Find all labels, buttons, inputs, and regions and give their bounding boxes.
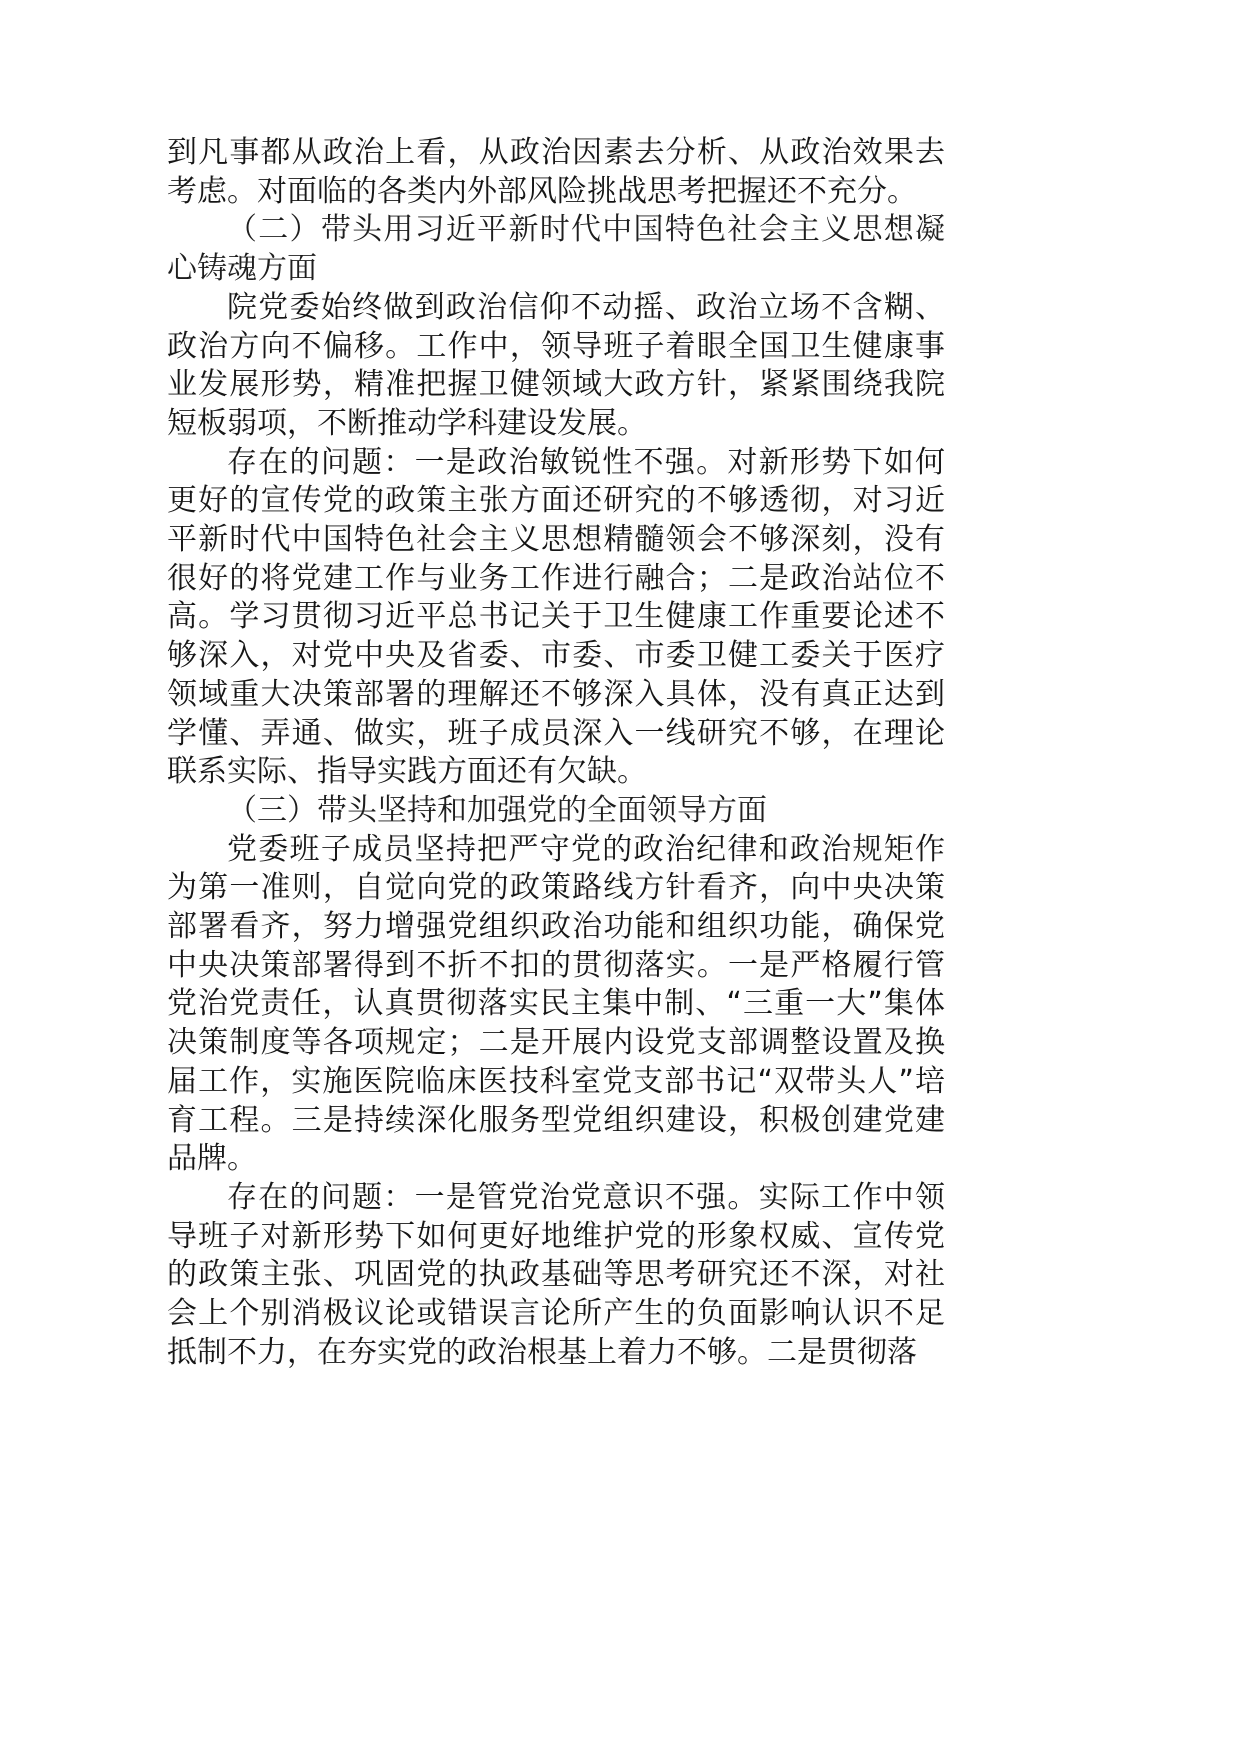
body-paragraph: 存在的问题：一是政治敏锐性不强。对新形势下如何更好的宣传党的政策主张方面还研究的不够透彻，对习近平新时代中国特色社会主义思想精髓领会不够深刻，没有很好的将党建工作与业务工作进行融合；二是政治站位不高。学习贯彻习近平总书记关于卫生健康工作重要论述不够深入，对党中央及省委、市委、市委卫健工委关于医疗领域重大决策部署的理解还不够深入具体，没有真正达到学懂、弄通、做实，班子成员深入一线研究不够，在理论联系实际、指导实践方面还有欠缺。: [167, 444, 945, 790]
section-heading-2: （二）带头用习近平新时代中国特色社会主义思想凝心铸魂方面: [167, 213, 945, 286]
body-paragraph: 院党委始终做到政治信仰不动摇、政治立场不含糊、政治方向不偏移。工作中，领导班子着眼全国卫生健康事业发展形势，精准把握卫健领域大政方针，紧紧围绕我院短板弱项，不断推动学科建设发展。: [167, 289, 945, 441]
body-paragraph: 党委班子成员坚持把严守党的政治纪律和政治规矩作为第一准则，自觉向党的政策路线方针看齐，向中央决策部署看齐，努力增强党组织政治功能和组织功能，确保党中央决策部署得到不折不扣的贯彻落实。一是严格履行管党治党责任，认真贯彻落实民主集中制、“三重一大”集体决策制度等各项规定；二是开展内设党支部调整设置及换届工作，实施医院临床医技科室党支部书记“双带头人”培育工程。三是持续深化服务型党组织建设，积极创建党建品牌。: [167, 831, 945, 1177]
body-paragraph: 存在的问题：一是管党治党意识不强。实际工作中领导班子对新形势下如何更好地维护党的形象权威、宣传党的政策主张、巩固党的执政基础等思考研究还不深，对社会上个别消极议论或错误言论所产生的负面影响认识不足抵制不力，在夯实党的政治根基上着力不够。二是贯彻落: [167, 1179, 945, 1370]
document-page: [167, 134, 945, 1373]
section-heading-3: （三）带头坚持和加强党的全面领导方面: [227, 793, 767, 827]
continuation-paragraph: 到凡事都从政治上看，从政治因素去分析、从政治效果去考虑。对面临的各类内外部风险挑战思考把握还不充分。: [167, 135, 945, 209]
